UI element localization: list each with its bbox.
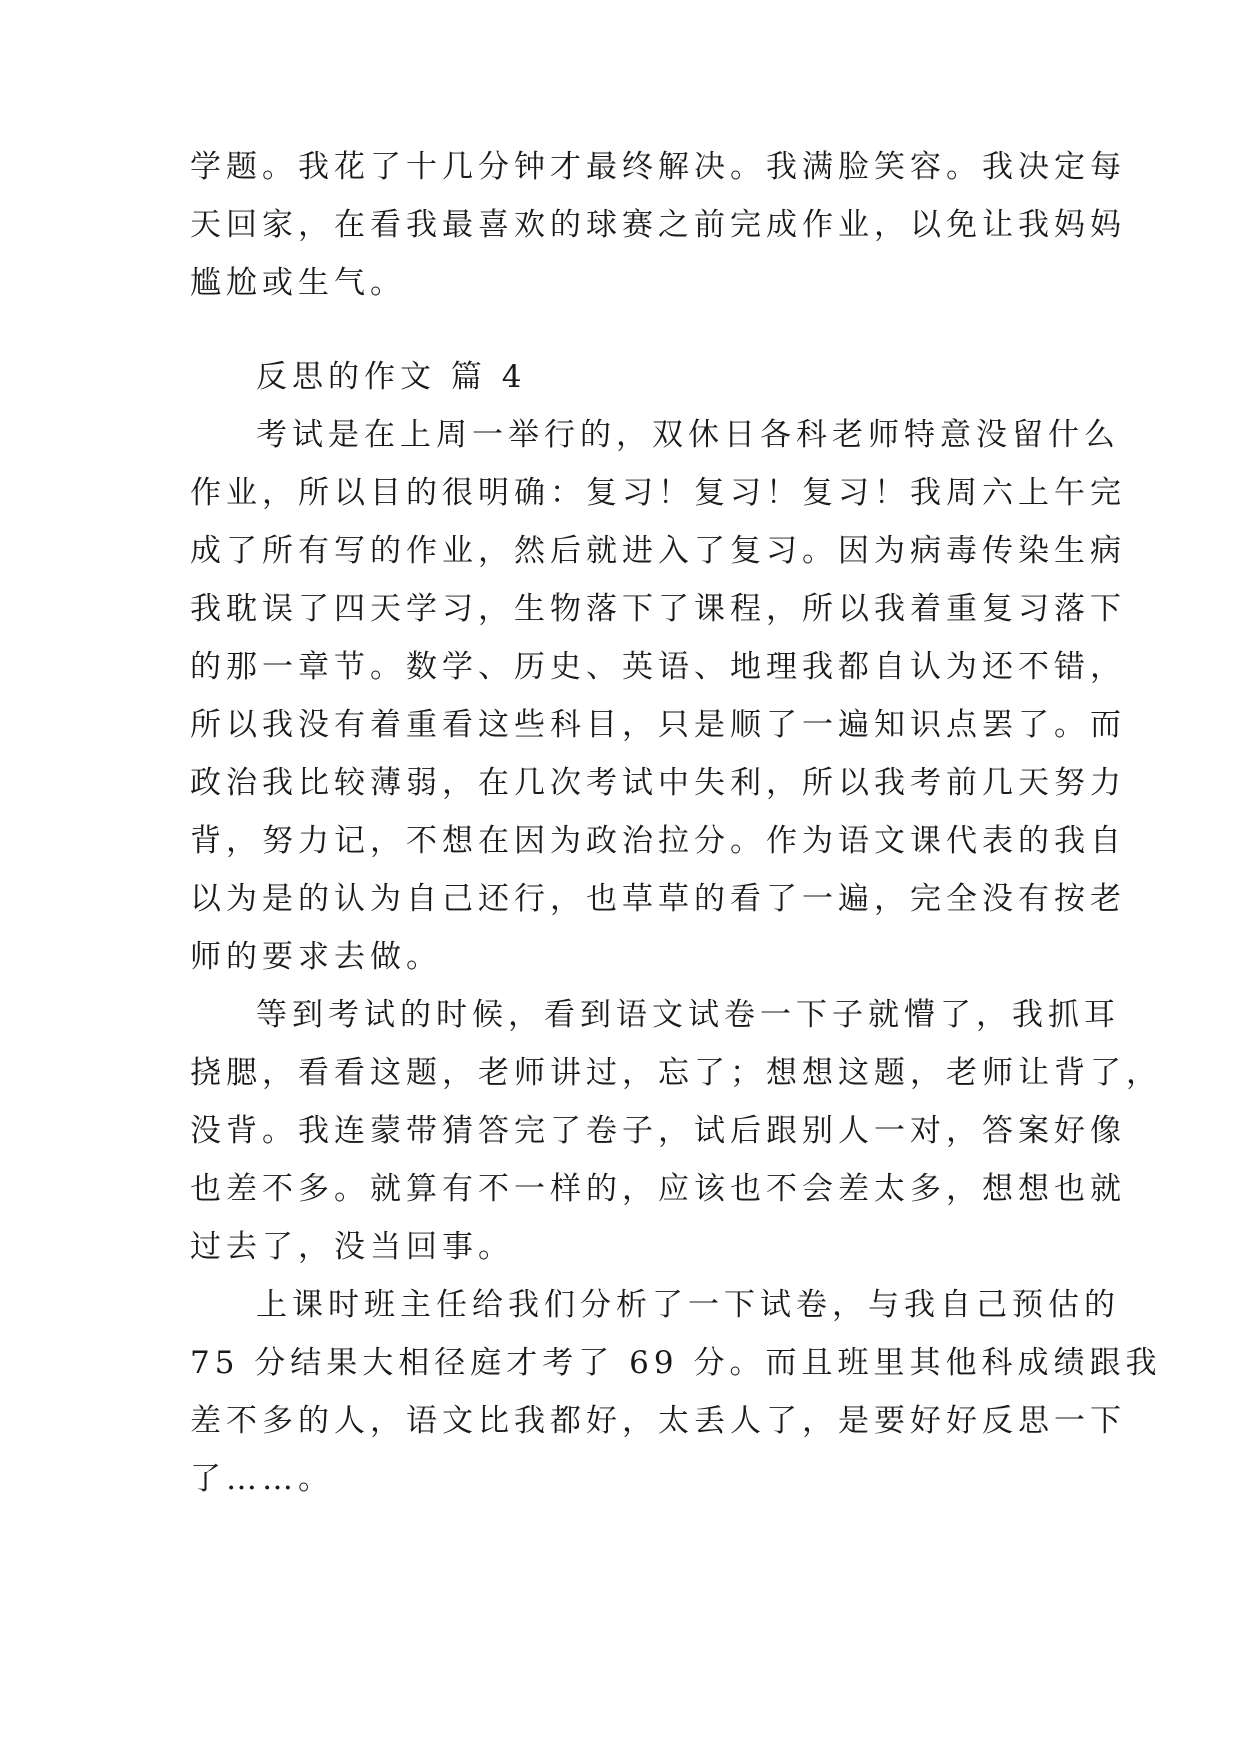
text-line: 没背。我连蒙带猜答完了卷子，试后跟别人一对，答案好像 xyxy=(190,1113,1126,1149)
text-line: 作业，所以目的很明确：复习！复习！复习！我周六上午完 xyxy=(190,475,1126,511)
intro-paragraph xyxy=(190,138,1126,312)
text-line: 挠腮，看看这题，老师讲过，忘了；想想这题，老师让背了， xyxy=(190,1055,1162,1091)
text-line: 师的要求去做。 xyxy=(190,939,442,975)
text-line: 以为是的认为自己还行，也草草的看了一遍，完全没有按老 xyxy=(190,881,1126,917)
essay-body xyxy=(190,406,1162,1508)
text-line: 也差不多。就算有不一样的，应该也不会差太多，想想也就 xyxy=(190,1171,1126,1207)
text-line: 所以我没有着重看这些科目，只是顺了一遍知识点罢了。而 xyxy=(190,707,1126,743)
text-line: 背，努力记，不想在因为政治拉分。作为语文课代表的我自 xyxy=(190,823,1126,859)
text-line: 天回家，在看我最喜欢的球赛之前完成作业，以免让我妈妈 xyxy=(190,207,1126,243)
text-line: 上课时班主任给我们分析了一下试卷，与我自己预估的 xyxy=(256,1287,1120,1323)
text-line: 的那一章节。数学、历史、英语、地理我都自认为还不错， xyxy=(190,649,1126,685)
text-line: 了……。 xyxy=(190,1461,334,1497)
text-line: 成了所有写的作业，然后就进入了复习。因为病毒传染生病 xyxy=(190,533,1126,569)
text-line: 差不多的人，语文比我都好，太丢人了，是要好好反思一下 xyxy=(190,1403,1126,1439)
text-line: 考试是在上周一举行的，双休日各科老师特意没留什么 xyxy=(256,417,1120,453)
text-line: 尴尬或生气。 xyxy=(190,265,406,301)
text-line: 等到考试的时候，看到语文试卷一下子就懵了，我抓耳 xyxy=(256,997,1120,1033)
text-line: 过去了，没当回事。 xyxy=(190,1229,514,1265)
text-line: 学题。我花了十几分钟才最终解决。我满脸笑容。我决定每 xyxy=(190,149,1126,185)
text-line: 我耽误了四天学习，生物落下了课程，所以我着重复习落下 xyxy=(190,591,1126,627)
text-line: 政治我比较薄弱，在几次考试中失利，所以我考前几天努力 xyxy=(190,765,1126,801)
section-heading-block xyxy=(190,348,1050,406)
text-line: 75 分结果大相径庭才考了 69 分。而且班里其他科成绩跟我 xyxy=(190,1345,1162,1381)
section-heading: 反思的作文 篇 4 xyxy=(256,359,527,395)
